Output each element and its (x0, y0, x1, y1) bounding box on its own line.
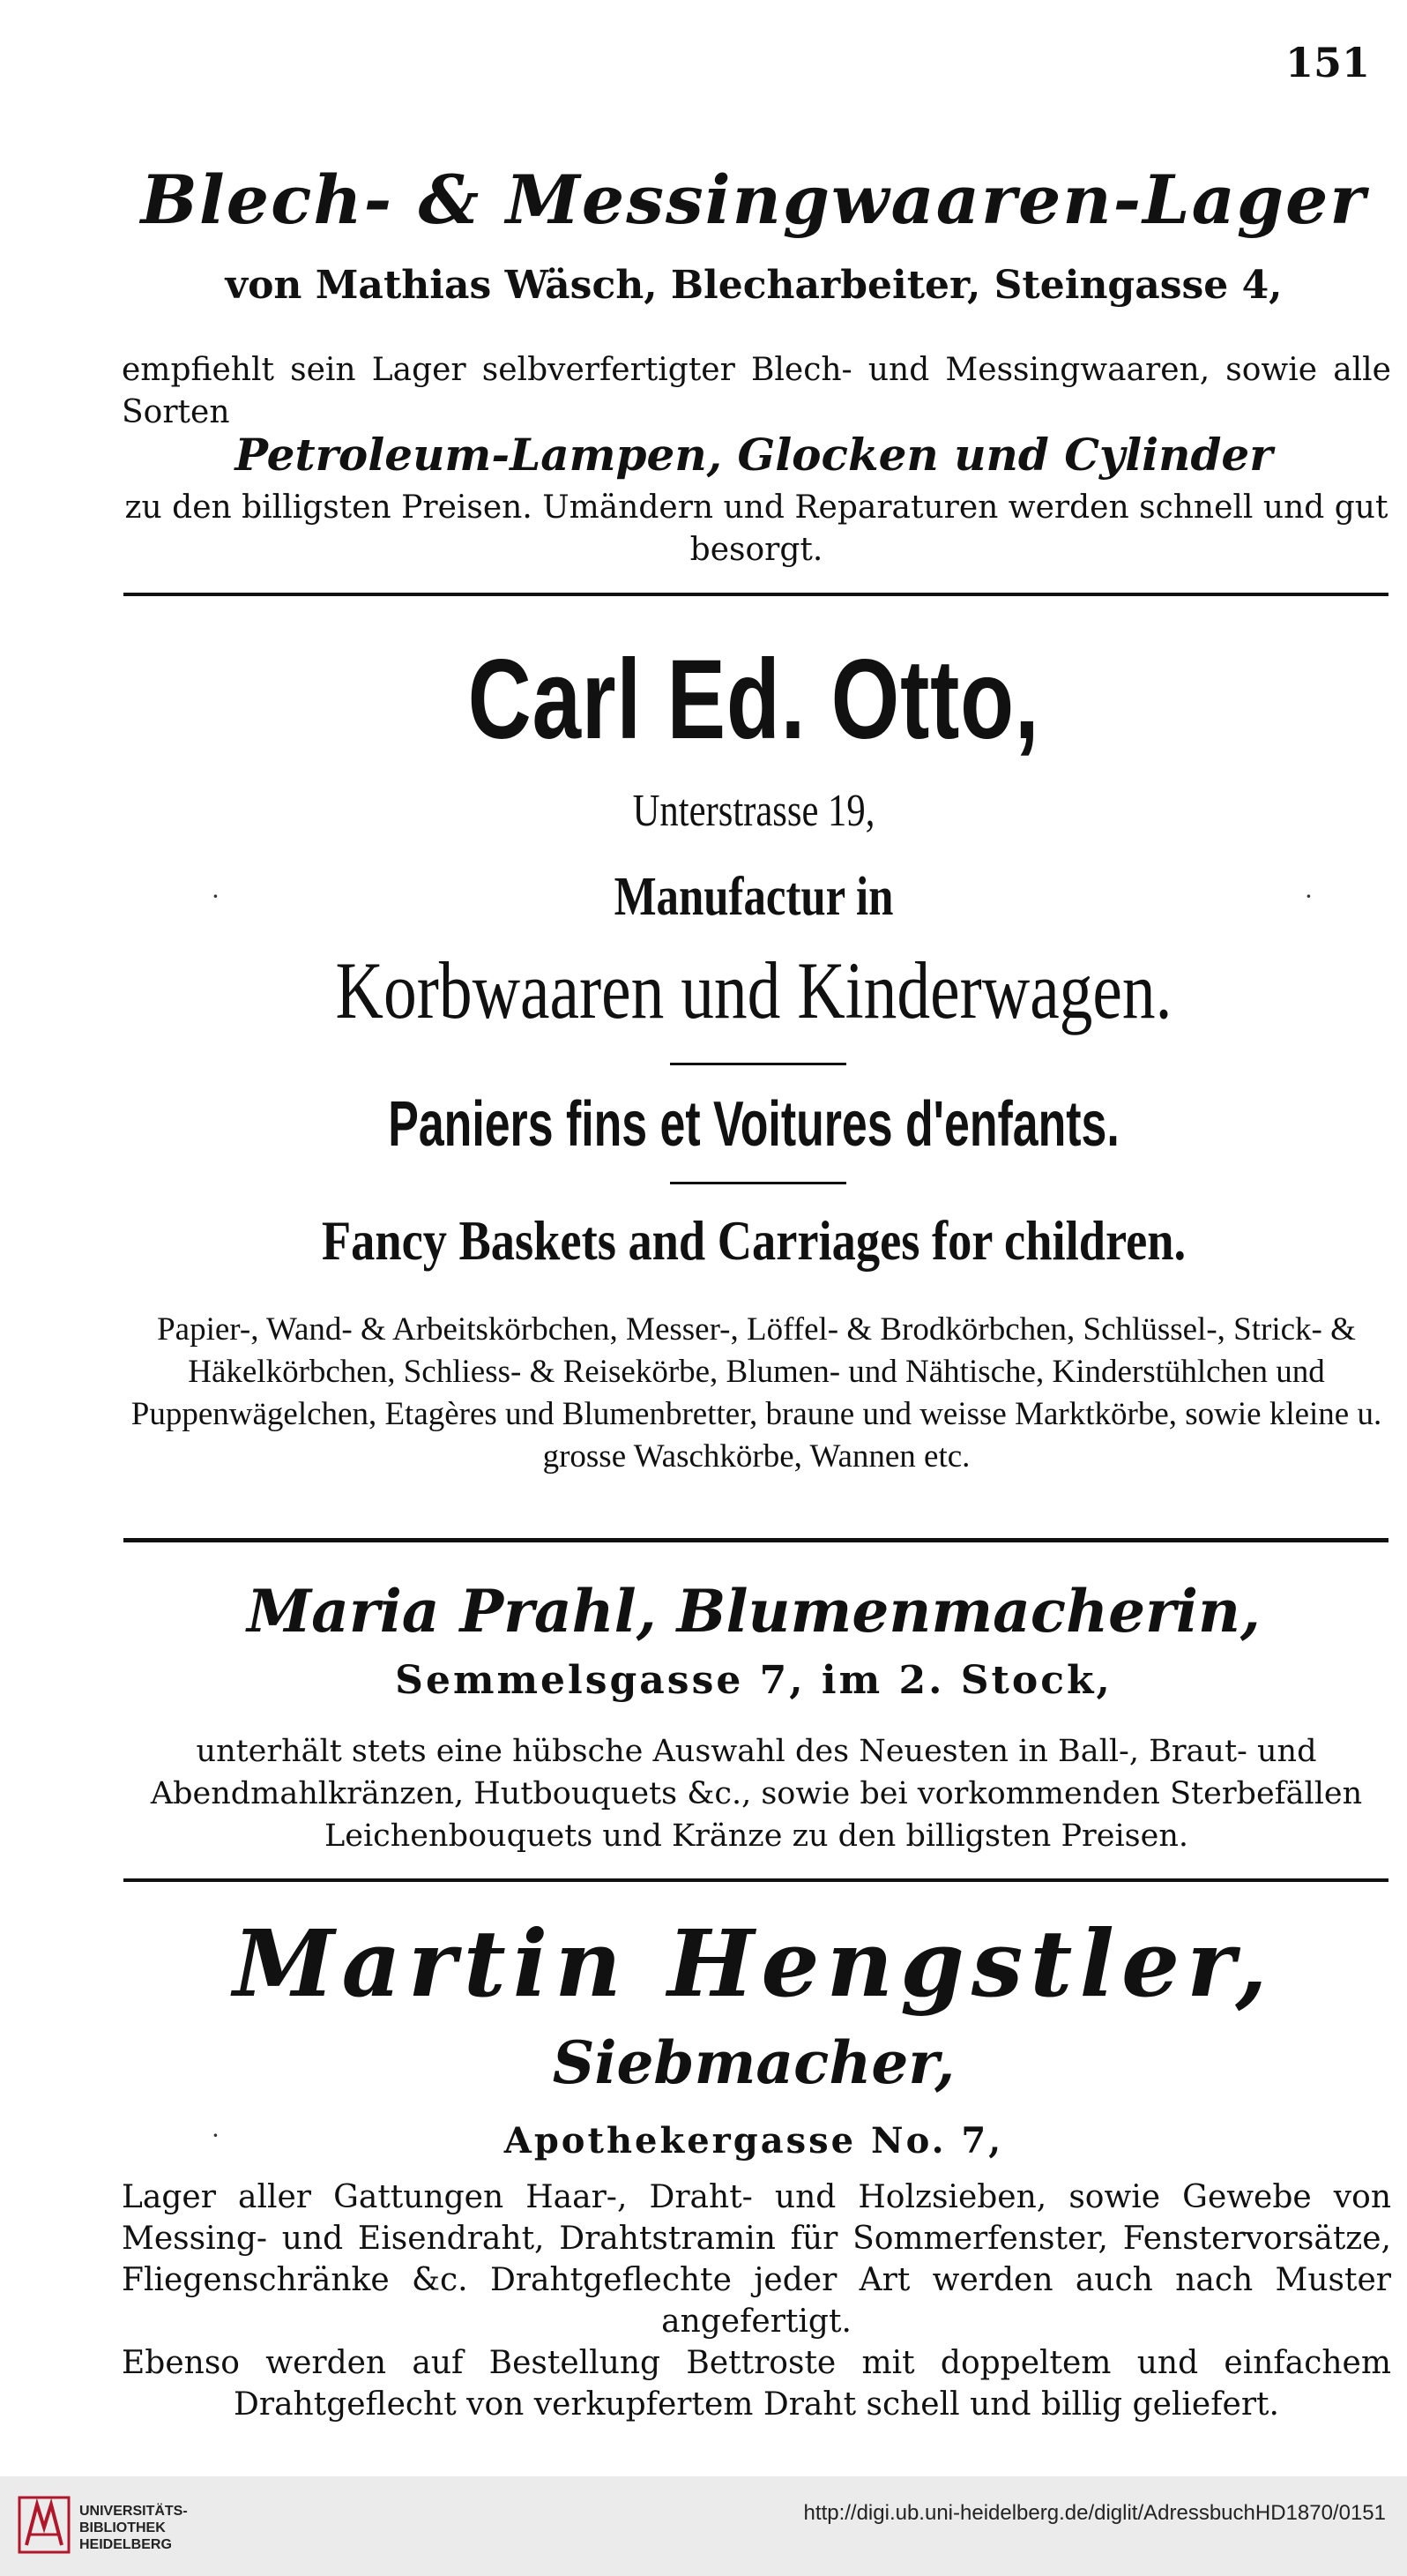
ad2-line-manufactur: Manufactur in (614, 867, 894, 927)
ad2-line-products: Korbwaaren und Kinderwagen. (335, 945, 1172, 1035)
ad4-address: Apothekergasse No. 7, (503, 2120, 1004, 2162)
ad2-company-name: Carl Ed. Otto, (467, 637, 1040, 763)
ad1-title: Blech- & Messingwaaren-Lager (140, 161, 1367, 239)
short-rule (670, 1063, 846, 1065)
page-number: 151 (1284, 39, 1370, 86)
ad2-english-line: Fancy Baskets and Carriages for children. (321, 1209, 1187, 1272)
ad2-body: Papier-, Wand- & Arbeitskörbchen, Messer-, Löffel- & Brodkörbchen, Schlüssel-, Strick- & Häkelkörbchen, Schliess- & Reisekörbe, Blumen- und Nähtische, Kinderstühlchen und Puppenwägelchen, Etagères und Blumenbretter, braune und weisse Marktkörbe, sowie kleine u. grosse Waschkörbe, Wannen etc. (130, 1311, 1382, 1475)
ad3-body: unterhält stets eine hübsche Auswahl des Neuesten in Ball-, Braut- und Abendmahlkränzen, Hutbouquets &c., sowie bei vorkommenden Sterbefällen Leichenbouquets und Kränze zu den billigsten Preisen. (150, 1734, 1363, 1854)
short-rule (670, 1182, 846, 1184)
ad4-subtitle: Siebmacher, (552, 2028, 956, 2097)
ad4-body (122, 2177, 1391, 2425)
ad1-body-intro: empfiehlt sein Lager selbverfertigter Blech- und Messingwaaren, sowie alle Sorten (122, 352, 1391, 430)
ad2-address: Unterstrasse 19, (632, 786, 875, 836)
library-logo-icon (18, 2492, 71, 2557)
ad4-body-paragraph: Ebenso werden auf Bestellung Bettroste mit doppeltem und einfachem Drahtgeflecht von verkupfertem Draht schell und billig geliefert. (122, 2345, 1391, 2423)
separator-rule (123, 593, 1388, 596)
print-speck: · (212, 882, 220, 911)
footer-bar (0, 2476, 1407, 2576)
print-speck: · (1305, 882, 1313, 911)
separator-rule (123, 1878, 1388, 1882)
library-name-line: UNIVERSITÄTS- (79, 2504, 188, 2519)
library-name (79, 2503, 188, 2553)
separator-rule (123, 1538, 1388, 1542)
source-url-link[interactable]: http://digi.ub.uni-heidelberg.de/diglit/AdressbuchHD1870/0151 (803, 2501, 1386, 2525)
ad4-name: Martin Hengstler, (233, 1909, 1275, 2018)
ad1-body-closing: zu den billigsten Preisen. Umändern und Reparaturen werden schnell und gut besorgt. (124, 489, 1388, 568)
library-name-line: BIBLIOTHEK (79, 2520, 166, 2535)
ad2-french-line: Paniers fins et Voitures d'enfants. (388, 1089, 1120, 1160)
print-speck: · (212, 2121, 220, 2150)
ad3-address: Semmelsgasse 7, im 2. Stock, (395, 1658, 1113, 1703)
ad1-subtitle: von Mathias Wäsch, Blecharbeiter, Steingasse 4, (225, 263, 1283, 308)
ad1-products: Petroleum-Lampen, Glocken und Cylinder (234, 429, 1273, 481)
library-name-line: HEIDELBERG (79, 2537, 172, 2552)
ad4-body-paragraph: Lager aller Gattungen Haar-, Draht- und Holzsieben, sowie Gewebe von Messing- und Eisendraht, Drahtstramin für Sommerfenster, Fenstervorsätze, Fliegenschränke &c. Drahtgeflechte jeder Art werden auch nach Muster angefertigt. (122, 2179, 1391, 2340)
ad3-name: Maria Prahl, Blumenmacherin, (247, 1577, 1261, 1646)
